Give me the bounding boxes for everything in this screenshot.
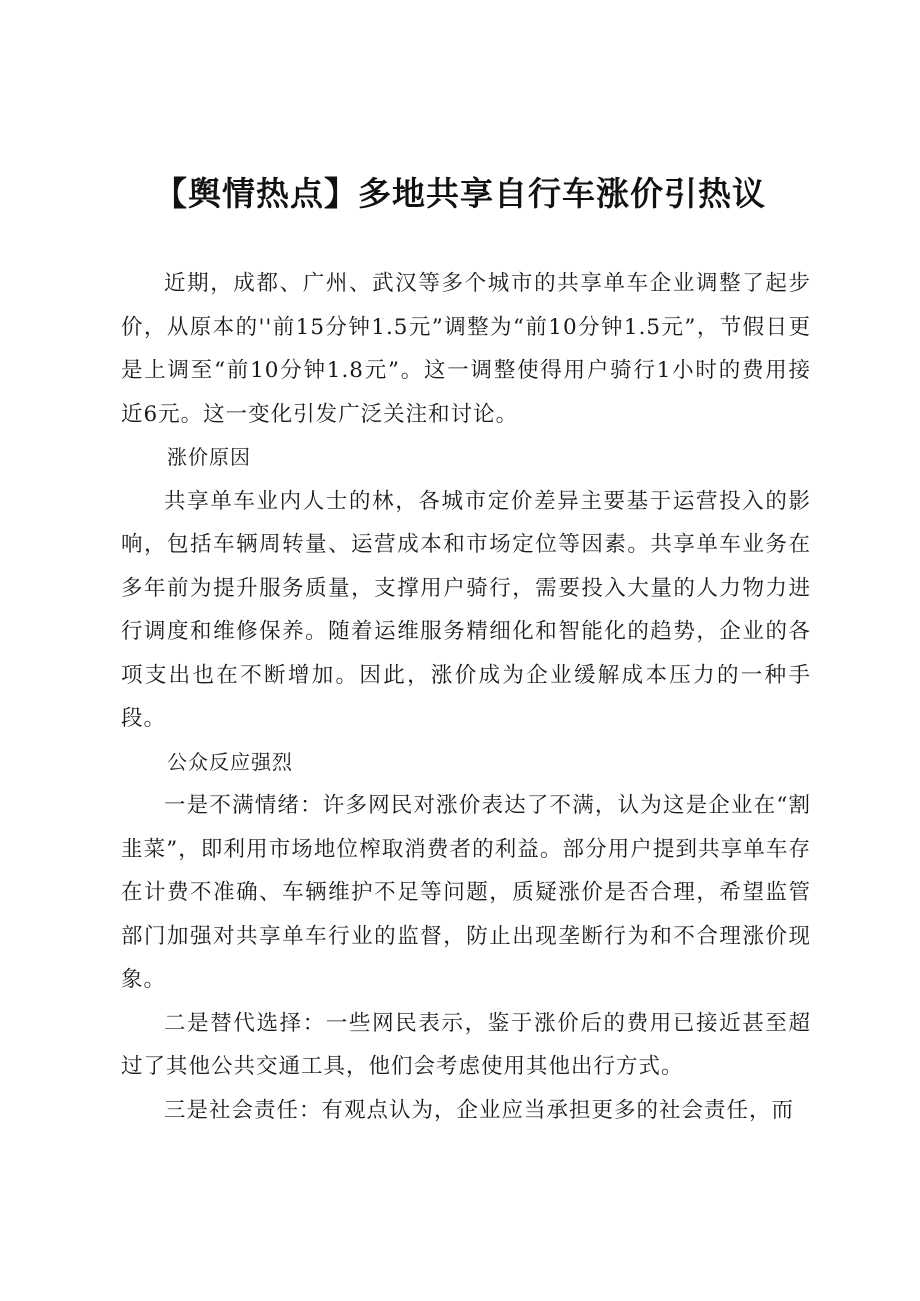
paragraph-alternatives: 二是替代选择：一些网民表示，鉴于涨价后的费用已接近甚至超过了其他公共交通工具，他们会考虑使用其他出行方式。 — [121, 1010, 811, 1079]
document-body — [121, 262, 811, 1132]
paragraph-dissatisfaction: 一是不满情绪：许多网民对涨价表达了不满，认为这是企业在“割韭菜”，即利用市场地位榨取消费者的利益。部分用户提到共享单车存在计费不准确、车辆维护不足等问题，质疑涨价是否合理，希望监管部门加强对共享单车行业的监督，防止出现垄断行为和不合理涨价现象。 — [121, 793, 811, 992]
paragraph-reasons: 共享单车业内人士的林，各城市定价差异主要基于运营投入的影响，包括车辆周转量、运营成本和市场定位等因素。共享单车业务在多年前为提升服务质量，支撑用户骑行，需要投入大量的人力物力进行调度和维修保养。随着运维服务精细化和智能化的趋势，企业的各项支出也在不断增加。因此，涨价成为企业缓解成本压力的一种手段。 — [121, 488, 811, 731]
section-heading-public-reaction: 公众反应强烈 — [167, 749, 293, 774]
document-title: 【舆情热点】多地共享自行车涨价引热议 — [154, 174, 766, 213]
paragraph-social-responsibility: 三是社会责任：有观点认为，企业应当承担更多的社会责任，而 — [164, 1097, 795, 1123]
section-heading-reasons: 涨价原因 — [167, 445, 251, 469]
paragraph-intro: 近期，成都、广州、武汉等多个城市的共享单车企业调整了起步价，从原本的''前15分钟1.5元”调整为“前10分钟1.5元”，节假日更是上调至“前10分钟1.8元”。这一调整使得用户骑行1小时的费用接近6元。这一变化引发广泛关注和讨论。 — [121, 271, 811, 427]
